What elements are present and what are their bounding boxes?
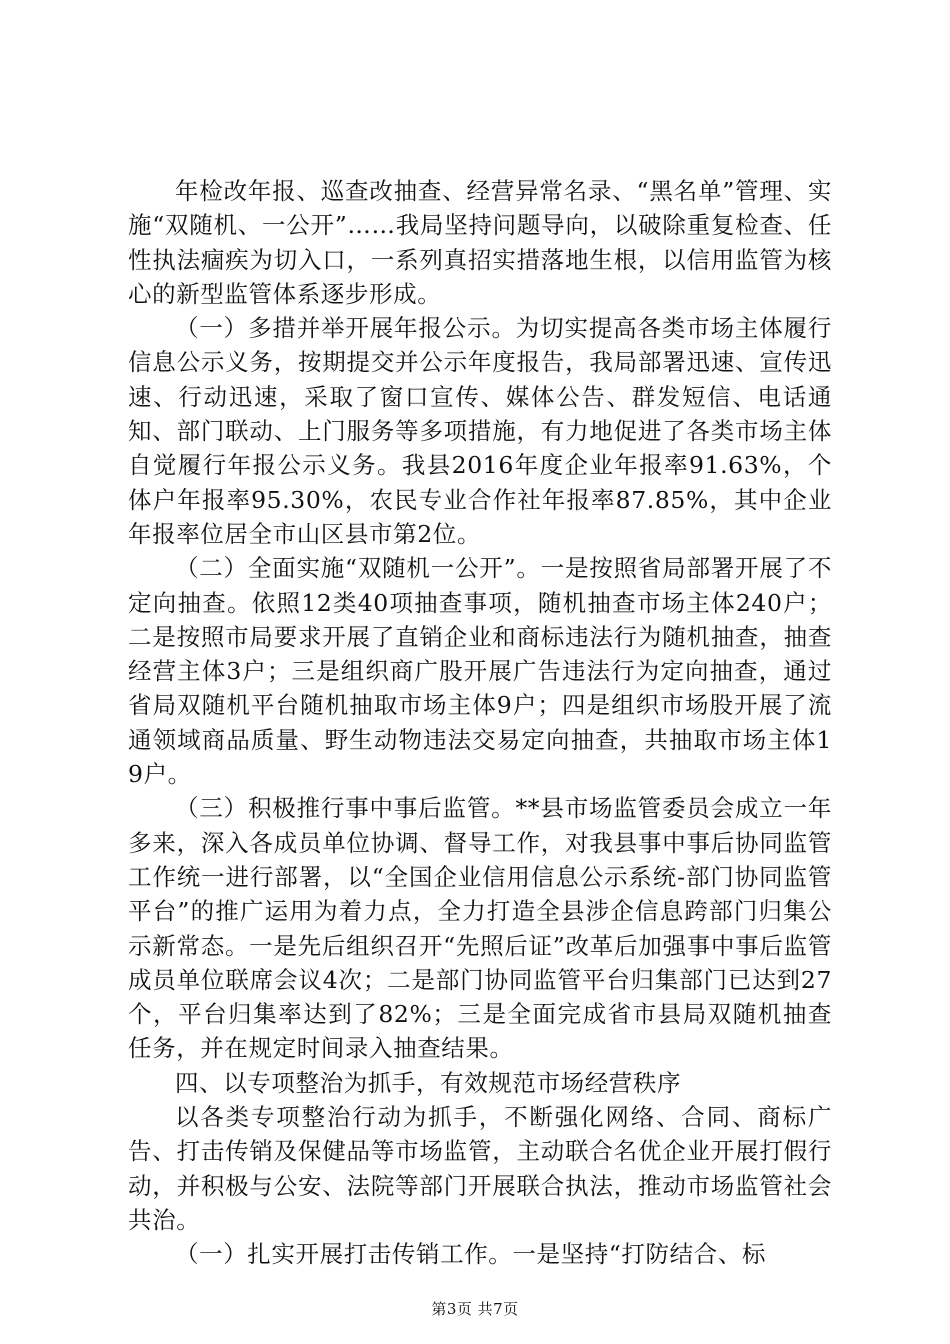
document-body (128, 174, 832, 1272)
section-heading-special-rectification: 四、以专项整治为抓手，有效规范市场经营秩序 (175, 1068, 682, 1097)
paragraph-annual-report: （一）多措并举开展年报公示。为切实提高各类市场主体履行信息公示义务，按期提交并公示年度报告，我局部署迅速、宣传迅速、行动迅速，采取了窗口宣传、媒体公告、群发短信、电话通知、部门联动、上门服务等多项措施，有力地促进了各类市场主体自觉履行年报公示义务。我县2016年度企业年报率91.63%，个体户年报率95.30%，农民专业合作社年报率87.85%，其中企业年报率位居全市山区县市第2位。 (128, 314, 832, 548)
paragraph-post-supervision: （三）积极推行事中事后监管。**县市场监管委员会成立一年多来，深入各成员单位协调、督导工作，对我县事中事后协同监管工作统一进行部署，以“全国企业信用信息公示系统-部门协同监管平台”的推广运用为着力点，全力打造全县涉企信息跨部门归集公示新常态。一是先后组织召开“先照后证”改革后加强事中事后监管成员单位联席会议4次；二是部门协同监管平台归集部门已达到27个，平台归集率达到了82%；三是全面完成省市县局双随机抽查任务，并在规定时间录入抽查结果。 (128, 794, 832, 1063)
paragraph-anti-pyramid-selling: （一）扎实开展打击传销工作。一是坚持“打防结合、标 (175, 1240, 767, 1269)
paragraph-intro: 年检改年报、巡查改抽查、经营异常名录、“黑名单”管理、实施“双随机、一公开”……我局坚持问题导向，以破除重复检查、任性执法痼疾为切入口，一系列真招实措落地生根，以信用监管为核心的新型监管体系逐步形成。 (128, 177, 832, 308)
paragraph-special-rectification: 以各类专项整治行动为抓手，不断强化网络、合同、商标广告、打击传销及保健品等市场监管，主动联合名优企业开展打假行动，并积极与公安、法院等部门开展联合执法，推动市场监管社会共治。 (128, 1103, 832, 1234)
page-footer: 第3页 共7页 (431, 1300, 519, 1318)
paragraph-double-random: （二）全面实施“双随机一公开”。一是按照省局部署开展了不定向抽查。依照12类40项抽查事项，随机抽查市场主体240户；二是按照市局要求开展了直销企业和商标违法行为随机抽查，抽查经营主体3户；三是组织商广股开展广告违法行为定向抽查，通过省局双随机平台随机抽取市场主体9户；四是组织市场股开展了流通领域商品质量、野生动物违法交易定向抽查，共抽取市场主体19户。 (128, 554, 832, 789)
